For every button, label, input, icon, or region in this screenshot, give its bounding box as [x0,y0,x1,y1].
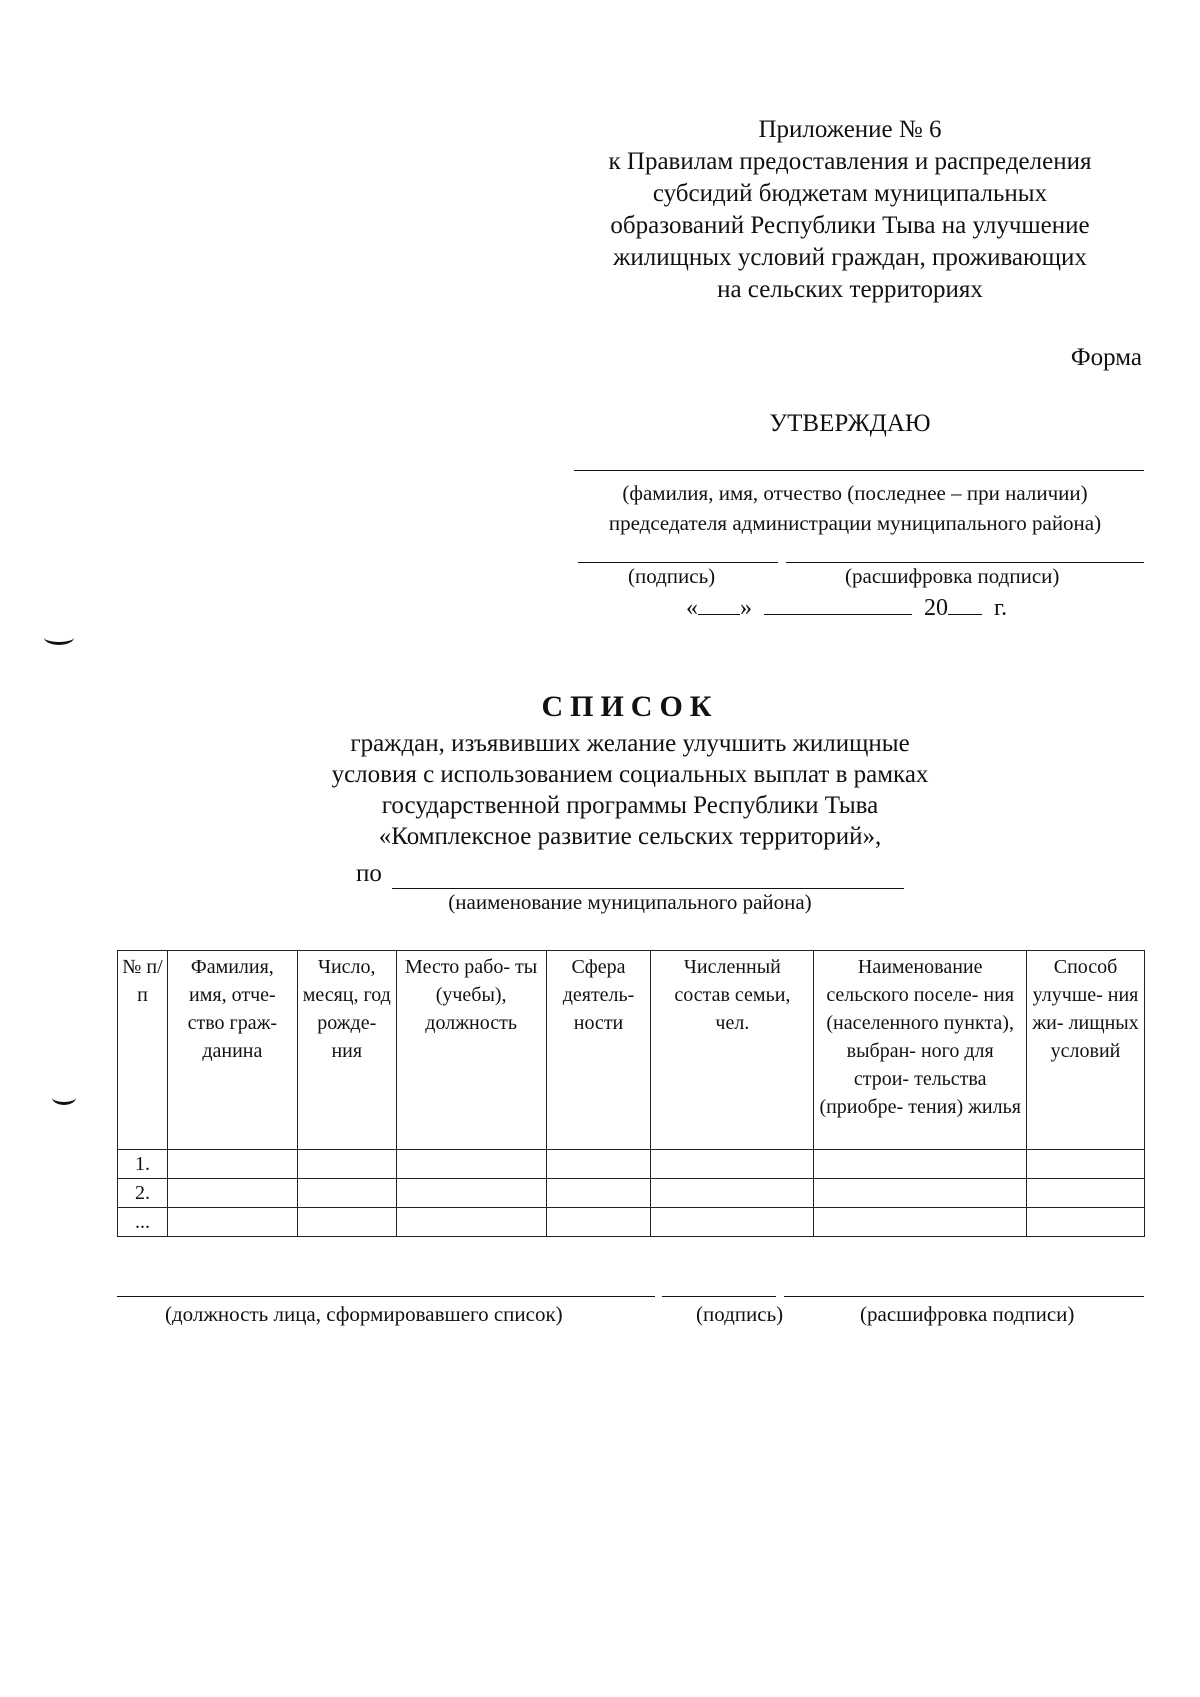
table-cell[interactable] [1027,1150,1145,1179]
chairman-caption-line: (фамилия, имя, отчество (последнее – при наличии) [622,481,1088,505]
table-cell[interactable] [297,1208,396,1237]
appendix-line: Приложение № 6 [758,116,942,143]
district-caption: (наименование муниципального района) [448,890,812,914]
date-month-blank[interactable] [764,614,912,615]
date-close-quote: » [740,595,752,621]
appendix-line: жилищных условий граждан, проживающих [613,244,1087,271]
compiler-position-line[interactable] [117,1296,655,1297]
approve-label: УТВЕРЖДАЮ [769,410,931,437]
table-cell[interactable] [167,1150,297,1179]
row-number: 1. [118,1150,168,1179]
table-cell[interactable] [396,1150,546,1179]
table-cell[interactable] [814,1150,1027,1179]
decode-caption: (расшифровка подписи) [845,564,1060,588]
table-cell[interactable] [814,1208,1027,1237]
chairman-name-line[interactable] [574,470,1144,471]
table-cell[interactable] [167,1208,297,1237]
punch-mark [44,630,74,645]
table-row [118,1150,1145,1179]
header-cell-improvement-method: Способ улучше- ния жи- лищных условий [1027,951,1145,1150]
appendix-line: к Правилам предоставления и распределения [608,148,1092,175]
compiler-signature-caption: (подпись) [696,1302,784,1326]
header-cell-birth-date: Число, месяц, год рожде- ния [297,951,396,1150]
header-cell-full-name: Фамилия, имя, отче- ство граж- данина [167,951,297,1150]
appendix-line: на сельских территориях [717,276,983,303]
header-cell-activity-sphere: Сфера деятель- ности [546,951,651,1150]
table-cell[interactable] [546,1208,651,1237]
district-name-line[interactable] [392,888,904,889]
table-cell[interactable] [651,1179,814,1208]
table-header-row [118,951,1145,1150]
compiler-decode-caption: (расшифровка подписи) [860,1302,1075,1326]
table-cell[interactable] [651,1208,814,1237]
table-cell[interactable] [396,1179,546,1208]
po-label: по [356,860,382,887]
table-row [118,1179,1145,1208]
table-cell[interactable] [1027,1179,1145,1208]
row-number: 2. [118,1179,168,1208]
document-subtitle [240,728,1020,852]
table-cell[interactable] [167,1179,297,1208]
subtitle-line: государственной программы Республики Тыва [381,792,879,819]
header-cell-family-size: Численный состав семьи, чел. [651,951,814,1150]
table-row [118,1208,1145,1237]
chairman-caption [560,478,1150,538]
table-cell[interactable] [1027,1208,1145,1237]
header-cell-settlement: Наименование сельского поселе- ния (населенного пункта), выбран- ного для строи- тельства (приобре- тения) жилья [814,951,1027,1150]
appendix-header [570,114,1130,306]
appendix-line: субсидий бюджетам муниципальных [652,180,1048,207]
table-cell[interactable] [546,1179,651,1208]
table-cell[interactable] [297,1150,396,1179]
signature-caption: (подпись) [628,564,716,588]
punch-mark [52,1090,76,1105]
citizens-list-table [117,950,1145,1237]
chairman-caption-line: председателя администрации муниципального района) [608,511,1102,535]
form-label: Форма [1070,344,1142,371]
date-year-prefix: 20 [924,595,948,621]
compiler-decode-line[interactable] [784,1296,1144,1297]
table-cell[interactable] [396,1208,546,1237]
header-cell-number: № п/п [118,951,168,1150]
date-year-blank[interactable] [948,614,982,615]
date-day-blank[interactable] [698,614,740,615]
chairman-decode-line[interactable] [786,562,1144,563]
table-cell[interactable] [814,1179,1027,1208]
date-open-quote: « [686,595,698,621]
approval-date [686,595,1007,622]
chairman-signature-line[interactable] [578,562,778,563]
compiler-position-caption: (должность лица, сформировавшего список) [165,1302,563,1326]
compiler-signature-line[interactable] [662,1296,776,1297]
header-cell-workplace: Место рабо- ты (учебы), должность [396,951,546,1150]
table-cell[interactable] [651,1150,814,1179]
table-cell[interactable] [297,1179,396,1208]
subtitle-line: условия с использованием социальных выплат в рамках [331,761,929,788]
date-year-suffix: г. [994,595,1008,621]
subtitle-line: «Комплексное развитие сельских территорий», [378,823,882,850]
appendix-line: образований Республики Тыва на улучшение [610,212,1090,239]
document-title: СПИСОК [541,690,719,723]
table-cell[interactable] [546,1150,651,1179]
subtitle-line: граждан, изъявивших желание улучшить жилищные [350,730,910,757]
row-number: ... [118,1208,168,1237]
